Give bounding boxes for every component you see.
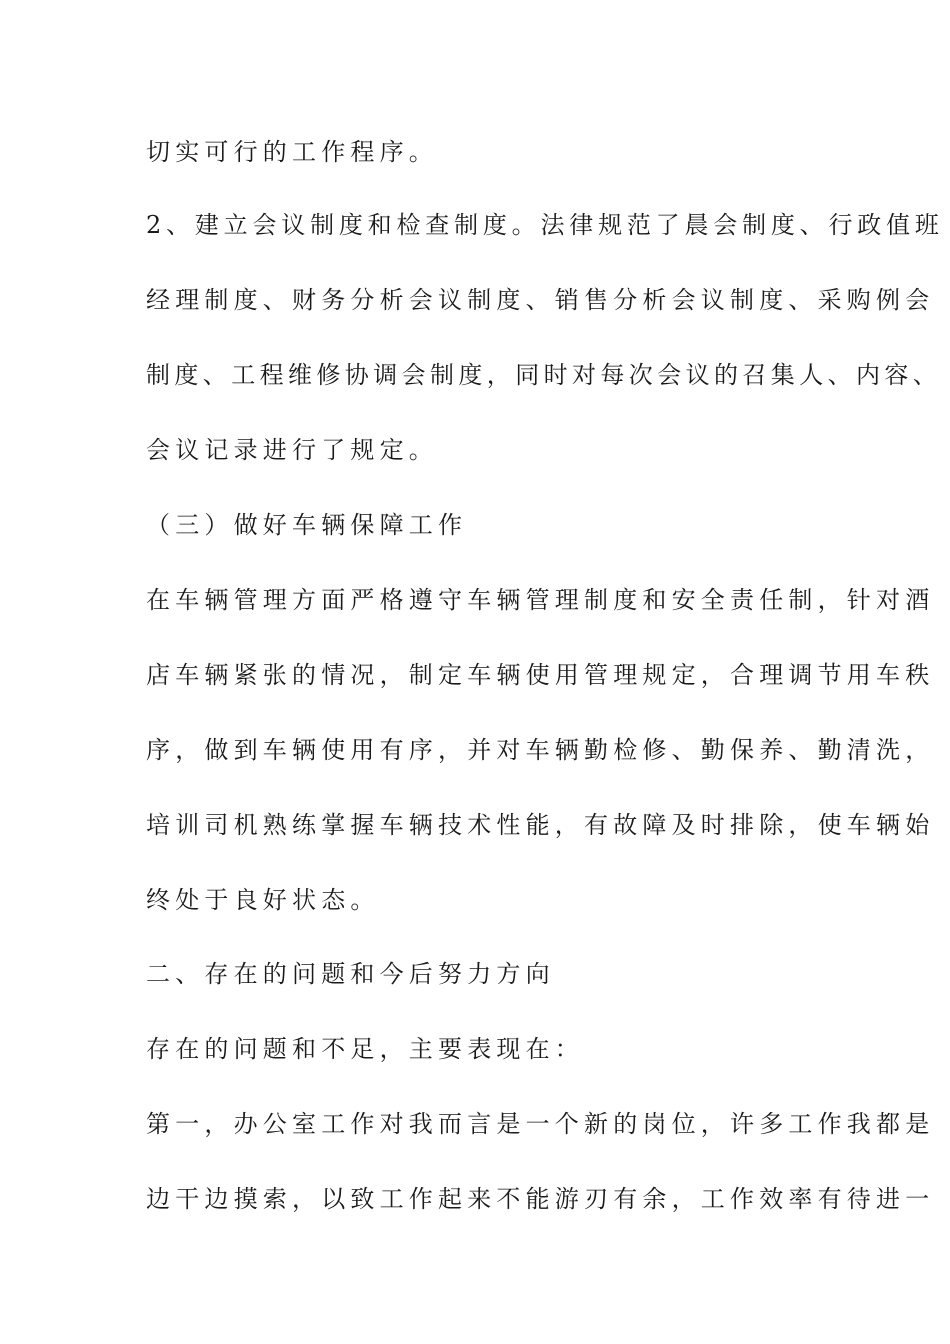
text-line: 培训司机熟练掌握车辆技术性能，有故障及时排除，使车辆始 [146, 811, 935, 839]
section-heading: 二、存在的问题和今后努力方向 [146, 960, 555, 988]
text-line: 存在的问题和不足，主要表现在： [146, 1035, 584, 1063]
text-line: 在车辆管理方面严格遵守车辆管理制度和安全责任制，针对酒 [146, 586, 935, 614]
text-line: 切实可行的工作程序。 [146, 138, 438, 166]
text-line: 2、建立会议制度和检查制度。法律规范了晨会制度、行政值班 [146, 211, 944, 239]
section-heading: （三）做好车辆保障工作 [146, 511, 468, 539]
text-line: 边干边摸索，以致工作起来不能游刃有余，工作效率有待进一 [146, 1185, 935, 1213]
text-line: 终处于良好状态。 [146, 886, 380, 914]
text-line: 序，做到车辆使用有序，并对车辆勤检修、勤保养、勤清洗， [146, 736, 935, 764]
text-line: 第一，办公室工作对我而言是一个新的岗位，许多工作我都是 [146, 1110, 935, 1138]
text-line: 制度、工程维修协调会制度，同时对每次会议的召集人、内容、 [146, 361, 942, 389]
text-line: 店车辆紧张的情况，制定车辆使用管理规定，合理调节用车秩 [146, 661, 935, 689]
text-line: 会议记录进行了规定。 [146, 436, 438, 464]
text-line: 经理制度、财务分析会议制度、销售分析会议制度、采购例会 [146, 286, 935, 314]
